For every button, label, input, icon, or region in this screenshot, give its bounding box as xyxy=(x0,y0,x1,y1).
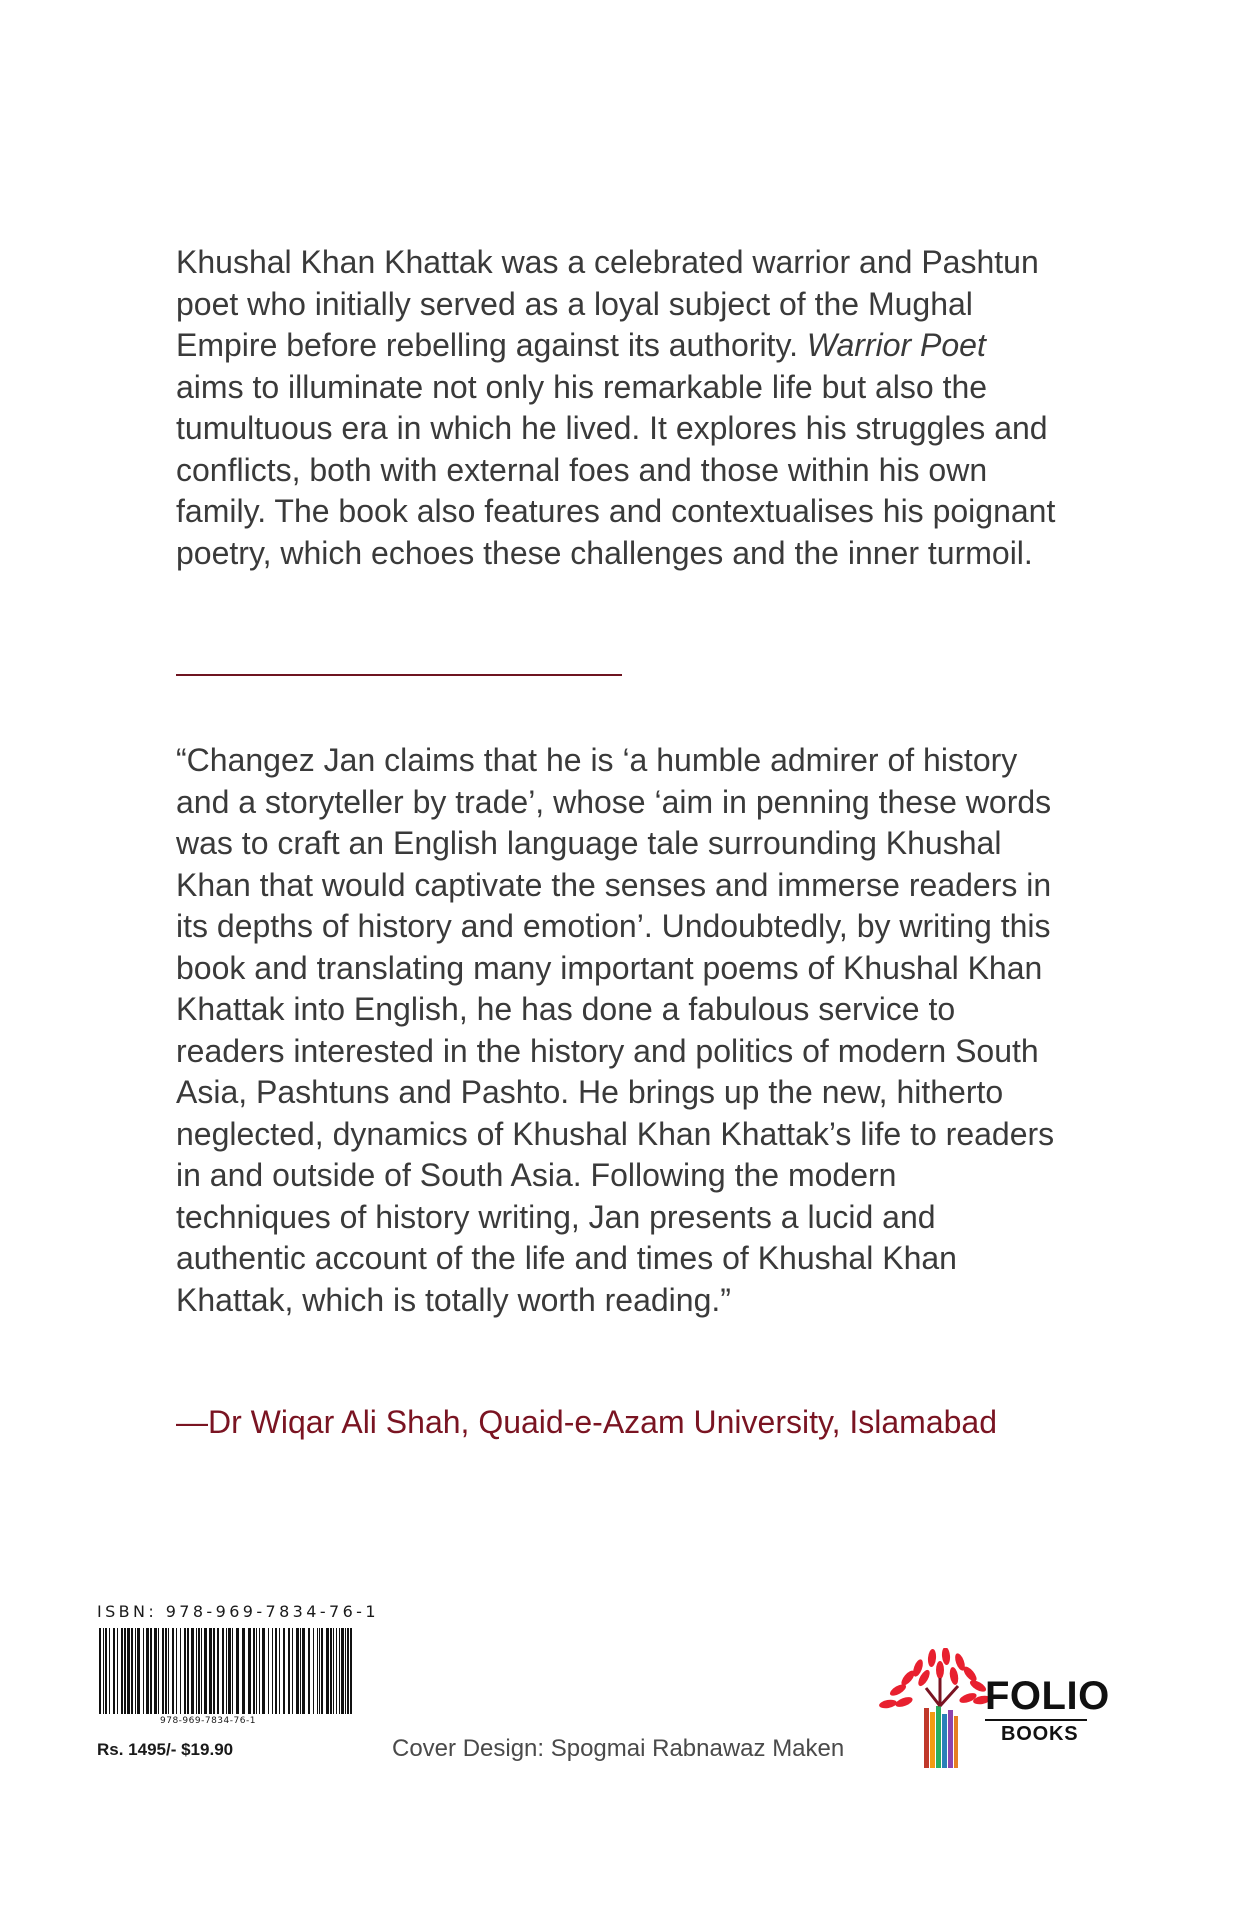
cover-design-credit: Cover Design: Spogmai Rabnawaz Maken xyxy=(392,1735,845,1762)
barcode-digits: 978-969-7834-76-1 xyxy=(160,1716,256,1726)
blurb-intro: Khushal Khan Khattak was a celebrated warrior and Pashtun poet who initially served as a loyal subject of the Mughal Empire before rebelling against its authority. xyxy=(176,244,1039,363)
review-attribution: —Dr Wiqar Ali Shah, Quaid-e-Azam University, Islamabad xyxy=(176,1404,998,1440)
isbn-label: ISBN: 978-969-7834-76-1 xyxy=(97,1602,379,1621)
book-title-italic: Warrior Poet xyxy=(806,327,986,363)
publisher-underline xyxy=(985,1719,1087,1721)
blurb-body: aims to illuminate not only his remarkable life but also the tumultuous era in which he lived. It explores his struggles and conflicts, both with external foes and those within his own family. The book also features and contextualises his poignant poetry, which echoes these challenges and the inner turmoil. xyxy=(176,368,1056,571)
barcode-image xyxy=(97,1628,355,1714)
publisher-name: FOLIO xyxy=(985,1674,1110,1718)
publisher-sub: BOOKS xyxy=(1001,1723,1079,1745)
book-blurb xyxy=(176,242,1056,574)
price-label: Rs. 1495/- $19.90 xyxy=(97,1740,234,1759)
section-divider xyxy=(176,674,622,676)
review-quote: “Changez Jan claims that he is ‘a humble admirer of history and a storyteller by trade’, whose ‘aim in penning these words was to craft an English language tale surrounding Khushal Khan that would captivate the senses and immerse readers in its depths of history and emotion’. Undoubtedly, by writing this book and translating many important poems of Khushal Khan Khattak into English, he has done a fabulous service to readers interested in the history and politics of modern South Asia, Pashtuns and Pashto. He brings up the new, hitherto neglected, dynamics of Khushal Khan Khattak’s life to readers in and outside of South Asia. Following the modern techniques of history writing, Jan presents a lucid and authentic account of the life and times of Khushal Khan Khattak, which is totally worth reading.” xyxy=(176,742,1055,1318)
